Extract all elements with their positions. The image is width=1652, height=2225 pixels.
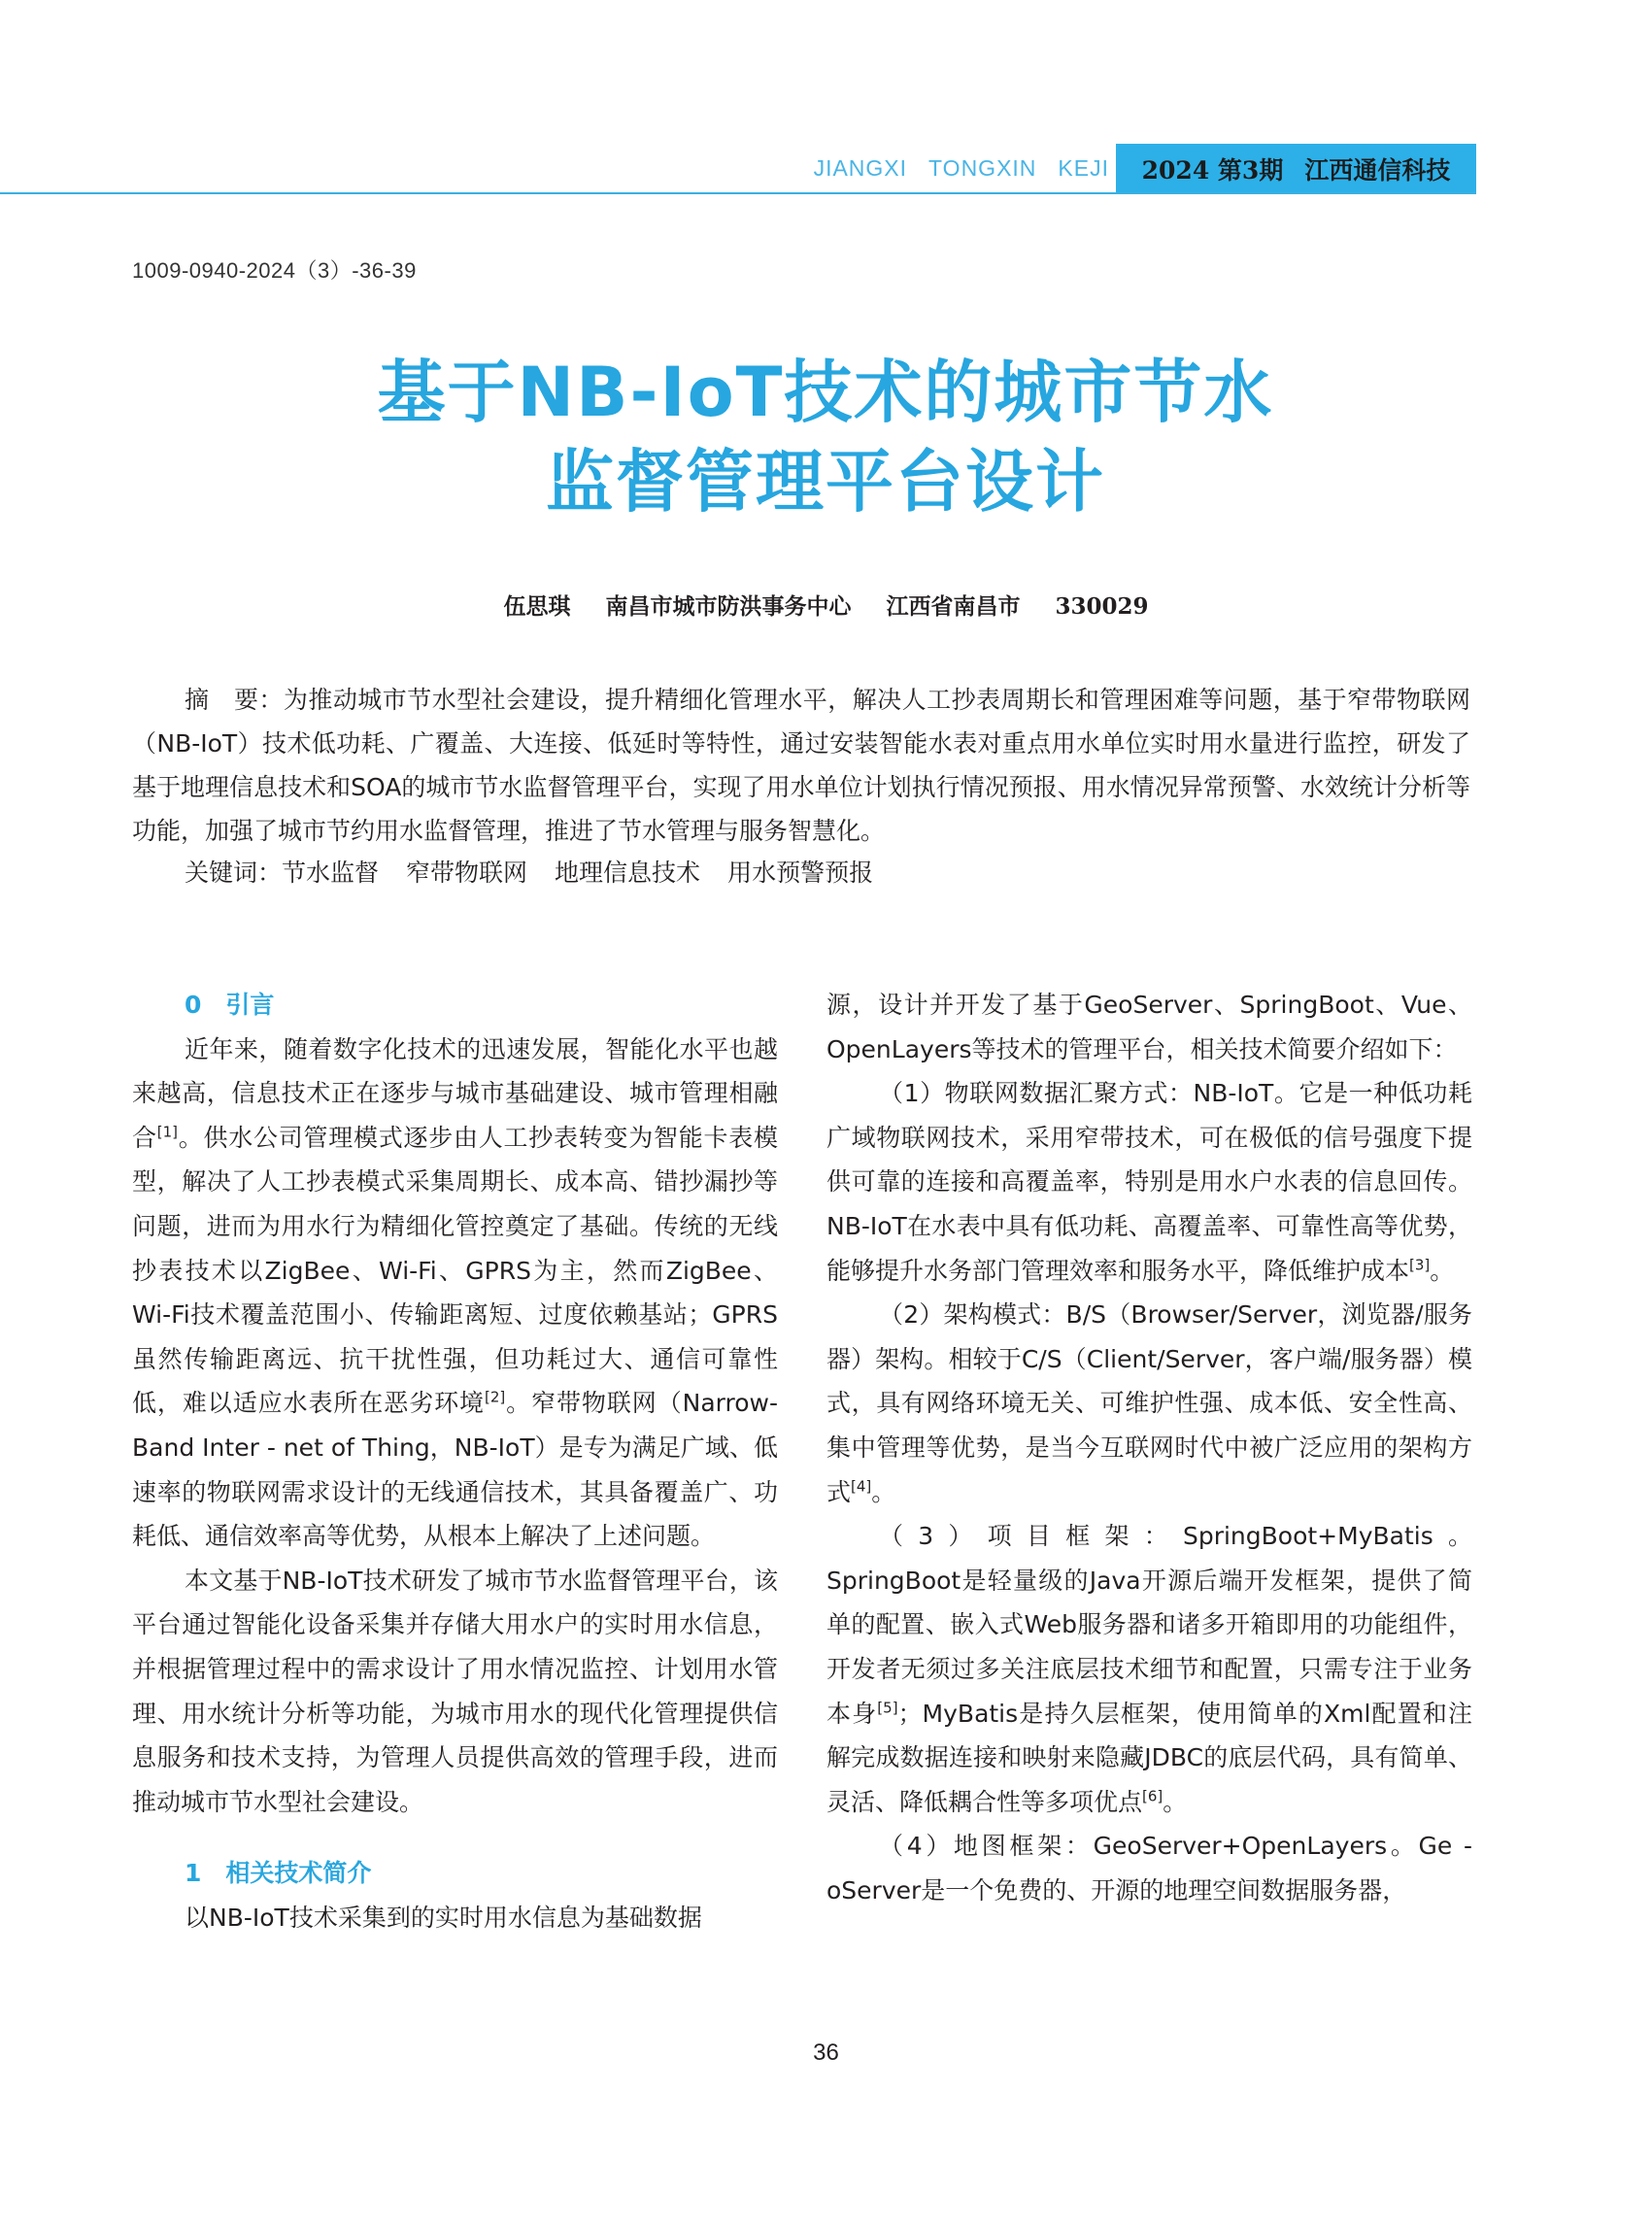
text-run: （2）架构模式：B/S（Browser/Server，浏览器/服务器）架构。相较于C/S（Client/Server，客户端/服务器）模式，具有网络环境无关、可维护性强、成本低、安全性高、集中管理等优势，是当今互联网时代中被广泛应用的架构方式 <box>826 1300 1472 1506</box>
abstract <box>132 678 1470 853</box>
text-run: 。窄带物联网（Narrow-Band Inter - net of Thing，NB-IoT）是专为满足广域、低速率的物联网需求设计的无线通信技术，其具备覆盖广、功耗低、通信效率高等优势，从根本上解决了上述问题。 <box>132 1389 778 1551</box>
right-column <box>826 983 1472 1912</box>
keyword: 用水预警预报 <box>727 859 874 887</box>
title-line-2: 监督管理平台设计 <box>546 442 1105 522</box>
article-id: 1009-0940-2024（3）-36-39 <box>132 258 417 283</box>
text-run: 。供水公司管理模式逐步由人工抄表转变为智能卡表模型，解决了人工抄表模式采集周期长、成本高、错抄漏抄等问题，进而为用水行为精细化管控奠定了基础。传统的无线抄表技术以ZigBee、Wi-Fi、GPRS为主，然而ZigBee、Wi-Fi技术覆盖范围小、传输距离短、过度依赖基站；GPRS虽然传输距离远、抗干扰性强，但功耗过大、通信可靠性低，难以适应水表所在恶劣环境 <box>132 1123 778 1418</box>
author-line <box>0 589 1652 621</box>
keywords-label: 关键词： <box>185 859 283 887</box>
text-run: 。 <box>1163 1787 1188 1816</box>
list-item: （4）地图框架：GeoServer+OpenLayers。Ge - oServer是一个免费的、开源的地理空间数据服务器， <box>826 1832 1472 1905</box>
keyword: 窄带物联网 <box>406 859 528 887</box>
keyword: 节水监督 <box>282 859 380 887</box>
list-item <box>826 1514 1472 1824</box>
citation: [1] <box>156 1123 178 1141</box>
citation: [6] <box>1142 1787 1163 1805</box>
abstract-label: 摘 要： <box>185 686 284 714</box>
text-run: ；MyBatis是持久层框架，使用简单的Xml配置和注解完成数据连接和映射来隐藏JDBC的底层代码，具有简单、灵活、降低耦合性等多项优点 <box>826 1699 1472 1816</box>
author-affiliation: 南昌市城市防洪事务中心 <box>605 593 852 620</box>
journal-english-name <box>680 155 1109 182</box>
text-run: （1）物联网数据汇聚方式：NB-IoT。它是一种低功耗广域物联网技术，采用窄带技术，可在极低的信号强度下提供可靠的连接和高覆盖率，特别是用水户水表的信息回传。NB-IoT在水表中具有低功耗、高覆盖率、可靠性高等优势，能够提升水务部门管理效率和服务水平，降低维护成本 <box>826 1079 1472 1285</box>
body-paragraph <box>132 1028 778 1559</box>
author-location: 江西省南昌市 <box>886 593 1021 620</box>
citation: [5] <box>877 1699 898 1717</box>
list-item <box>826 1071 1472 1293</box>
text-run: 。 <box>1430 1256 1455 1285</box>
citation: [4] <box>851 1477 872 1496</box>
keywords <box>185 851 900 894</box>
journal-en-word: TONGXIN <box>928 155 1037 181</box>
author-postcode: 330029 <box>1055 593 1149 620</box>
keyword: 地理信息技术 <box>555 859 701 887</box>
author-name: 伍思琪 <box>503 593 571 620</box>
section-heading-introduction: 0 引言 <box>185 991 275 1019</box>
abstract-text: 为推动城市节水型社会建设，提升精细化管理水平，解决人工抄表周期长和管理困难等问题，基于窄带物联网（NB-IoT）技术低功耗、广覆盖、大连接、低延时等特性，通过安装智能水表对重点用水单位实时用水量进行监控，研发了基于地理信息技术和SOA的城市节水监督管理平台，实现了用水单位计划执行情况预报、用水情况异常预警、水效统计分析等功能，加强了城市节约用水监督管理，推进了节水管理与服务智慧化。 <box>132 686 1470 845</box>
left-column <box>132 983 778 1939</box>
journal-issue-box <box>1116 144 1476 194</box>
header-rule <box>0 192 1476 194</box>
issue-label: 2024 第3期 <box>1141 156 1284 185</box>
text-run: 近年来，随着数字化技术的迅速发展，智能化水平也越来越高，信息技术正在逐步与城市基础建设、城市管理相融合 <box>132 1034 778 1152</box>
text-run: 。 <box>871 1477 896 1506</box>
journal-chinese-name: 江西通信科技 <box>1304 156 1451 185</box>
body-paragraph: 以NB-IoT技术采集到的实时用水信息为基础数据 <box>185 1903 702 1932</box>
title-line-1: 基于NB-IoT技术的城市节水 <box>377 353 1274 432</box>
body-paragraph: 源，设计并开发了基于GeoServer、SpringBoot、Vue、OpenLayers等技术的管理平台，相关技术简要介绍如下： <box>826 991 1472 1063</box>
body-paragraph: 本文基于NB-IoT技术研发了城市节水监督管理平台，该平台通过智能化设备采集并存储大用水户的实时用水信息，并根据管理过程中的需求设计了用水情况监控、计划用水管理、用水统计分析等功能，为城市用水的现代化管理提供信息服务和技术支持，为管理人员提供高效的管理手段，进而推动城市节水型社会建设。 <box>132 1566 778 1816</box>
journal-en-word: KEJI <box>1058 155 1109 181</box>
text-run: （3）项目框架：SpringBoot+MyBatis。SpringBoot是轻量级的Java开源后端开发框架，提供了简单的配置、嵌入式Web服务器和诸多开箱即用的功能组件，开发者无须过多关注底层技术细节和配置，只需专注于业务本身 <box>826 1522 1472 1728</box>
citation: [3] <box>1409 1256 1431 1274</box>
section-heading-related-tech: 1 相关技术简介 <box>185 1859 372 1888</box>
journal-en-word: JIANGXI <box>813 155 908 181</box>
list-item <box>826 1293 1472 1514</box>
article-title <box>146 348 1505 526</box>
citation: [2] <box>484 1389 506 1407</box>
page-number: 36 <box>813 2040 839 2066</box>
